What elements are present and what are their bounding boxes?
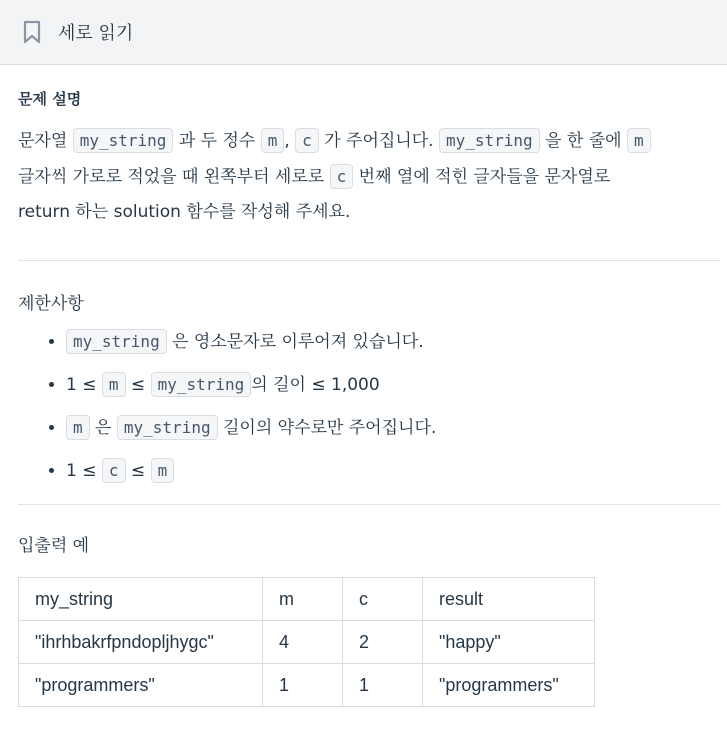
- table-header-row: [19, 578, 595, 621]
- table-cell: 1: [343, 664, 423, 707]
- table-cell: "programmers": [423, 664, 595, 707]
- inline-code: m: [66, 415, 90, 440]
- inline-code: c: [102, 458, 126, 483]
- inline-code: c: [330, 164, 354, 189]
- inline-code: my_string: [439, 128, 540, 153]
- constraint-text: 은 영소문자로 이루어져 있습니다.: [172, 332, 424, 352]
- inline-code: my_string: [151, 372, 252, 397]
- constraint-text: ≤: [130, 461, 146, 481]
- problem-title: 세로 읽기: [58, 23, 134, 44]
- description-heading: 문제 설명: [18, 90, 82, 108]
- desc-text: ,: [284, 131, 290, 151]
- inline-code: m: [102, 372, 126, 397]
- divider: [18, 260, 721, 261]
- divider: [18, 504, 721, 505]
- constraint-item: [66, 460, 721, 482]
- desc-text: 과 두 정수: [178, 131, 256, 151]
- table-header-cell: result: [423, 578, 595, 621]
- constraint-item: [66, 417, 721, 439]
- table-cell: "ihrhbakrfpndopljhygc": [19, 621, 263, 664]
- bookmark-icon[interactable]: [22, 20, 42, 44]
- table-cell: "happy": [423, 621, 595, 664]
- table-header-cell: m: [263, 578, 343, 621]
- constraints-list: [18, 331, 721, 482]
- inline-code: c: [295, 128, 319, 153]
- desc-text: 을 한 줄에: [545, 131, 622, 151]
- inline-code: m: [151, 458, 175, 483]
- desc-text: 글자씩 가로로 적었을 때 왼쪽부터 세로로: [18, 167, 325, 187]
- constraint-item: [66, 331, 721, 353]
- constraint-text: 의 길이 ≤ 1,000: [251, 375, 380, 395]
- constraints-heading: 제한사항: [18, 294, 84, 314]
- table-header-cell: c: [343, 578, 423, 621]
- desc-text: 가 주어집니다.: [324, 131, 434, 151]
- table-row: [19, 664, 595, 707]
- desc-text: 번째 열에 적힌 글자들을 문자열로: [358, 167, 611, 187]
- desc-text: return 하는 solution 함수를 작성해 주세요.: [18, 202, 351, 222]
- problem-description: [18, 123, 721, 230]
- inline-code: m: [627, 128, 651, 153]
- constraint-text: ≤: [130, 375, 146, 395]
- problem-content: [0, 89, 727, 707]
- table-header-cell: my_string: [19, 578, 263, 621]
- inline-code: m: [261, 128, 285, 153]
- constraint-text: 1 ≤: [66, 375, 97, 395]
- examples-heading: 입출력 예: [18, 536, 90, 556]
- table-cell: 4: [263, 621, 343, 664]
- page-header: [0, 0, 727, 65]
- desc-text: 문자열: [18, 131, 68, 151]
- constraint-text: 1 ≤: [66, 461, 97, 481]
- inline-code: my_string: [117, 415, 218, 440]
- table-cell: 2: [343, 621, 423, 664]
- inline-code: my_string: [73, 128, 174, 153]
- inline-code: my_string: [66, 329, 167, 354]
- constraint-item: [66, 374, 721, 396]
- constraint-text: 길이의 약수로만 주어집니다.: [223, 418, 437, 438]
- examples-table: [18, 577, 595, 707]
- table-row: [19, 621, 595, 664]
- table-cell: 1: [263, 664, 343, 707]
- constraint-text: 은: [95, 418, 112, 438]
- table-cell: "programmers": [19, 664, 263, 707]
